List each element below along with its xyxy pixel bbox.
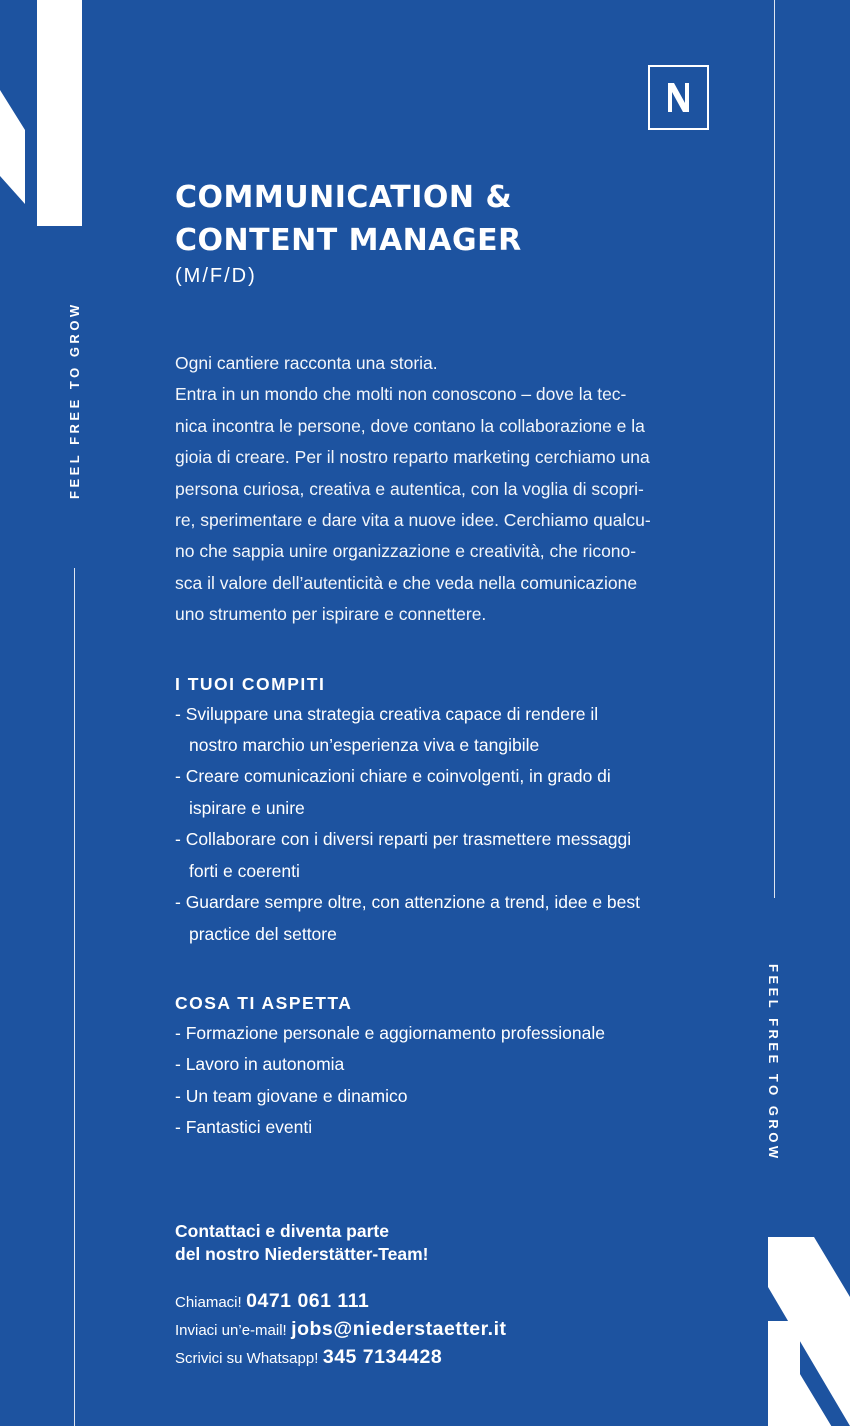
left-stripe-graphic [0,0,82,226]
intro-line: sca il valore dell’autenticità e che veda nella comunicazione [175,572,638,593]
intro-line: Entra in un mondo che molti non conoscono – dove la tec- [175,384,627,405]
list-item-text: ispirare e unire [189,797,305,818]
job-title-line-2: CONTENT MANAGER [175,223,522,258]
logo-n-icon [650,67,707,128]
tasks-list [175,699,735,950]
contact-heading [175,1220,735,1266]
list-item-text: practice del settore [189,923,337,944]
list-item: - Fantastici eventi [175,1117,313,1138]
list-item [175,824,735,887]
list-item: - Un team giovane e dinamico [175,1085,408,1106]
offer-list [175,1018,735,1144]
job-posting [175,176,735,1372]
intro-line: uno strumento per ispirare e connettere. [175,604,487,625]
intro-line: nica incontra le persone, dove contano la collaborazione e la [175,415,645,436]
tasks-heading: I TUOI COMPITI [175,673,326,694]
intro-line: gioia di creare. Per il nostro reparto marketing cerchiamo una [175,447,650,468]
email-row [175,1316,735,1344]
offer-heading: COSA TI ASPETTA [175,992,353,1013]
whatsapp-row [175,1344,735,1372]
contact-heading-line: del nostro Niederstätter-Team! [175,1243,429,1264]
list-item-text: - Creare comunicazioni chiare e coinvolgenti, in grado di [175,766,611,787]
contact-heading-line: Contattaci e diventa parte [175,1220,389,1241]
phone-label: Chiamaci! [175,1293,242,1311]
tagline-left: FEEL FREE TO GROW [67,301,82,499]
list-item-text: nostro marchio un’esperienza viva e tangibile [189,735,540,756]
list-item-text: - Sviluppare una strategia creativa capace di rendere il [175,703,599,724]
tagline-right: FEEL FREE TO GROW [766,964,781,1162]
contact-section [175,1220,735,1372]
list-item [175,761,735,824]
list-item [175,887,735,950]
intro-text [175,348,735,631]
email-link[interactable]: jobs@niederstaetter.it [291,1317,507,1340]
job-title-line-1: COMMUNICATION & [175,180,513,215]
intro-line: Ogni cantiere racconta una storia. [175,353,438,373]
list-item-text: - Collaborare con i diversi reparti per trasmettere messaggi [175,829,632,850]
list-item: - Formazione personale e aggiornamento professionale [175,1022,605,1043]
left-divider-line [74,568,75,1426]
contact-details [175,1288,735,1372]
list-item-text: - Guardare sempre oltre, con attenzione a trend, idee e best [175,892,640,913]
job-title [175,176,735,262]
intro-line: persona curiosa, creativa e autentica, con la voglia di scopri- [175,478,644,499]
whatsapp-number-link[interactable]: 345 7134428 [322,1345,443,1368]
phone-row [175,1288,735,1316]
list-item [175,699,735,762]
gender-note: (M/F/D) [175,265,257,287]
intro-line: no che sappia unire organizzazione e creatività, che ricono- [175,541,637,562]
right-stripe-graphic [768,1237,850,1426]
company-logo [648,65,709,130]
intro-line: re, sperimentare e dare vita a nuove idee. Cerchiamo qualcu- [175,510,651,531]
list-item-text: forti e coerenti [189,860,300,881]
whatsapp-label: Scrivici su Whatsapp! [175,1349,319,1367]
phone-number-link[interactable]: 0471 061 111 [246,1289,370,1312]
list-item: - Lavoro in autonomia [175,1054,345,1075]
right-divider-line [774,0,775,898]
email-label: Inviaci un’e-mail! [175,1321,287,1339]
